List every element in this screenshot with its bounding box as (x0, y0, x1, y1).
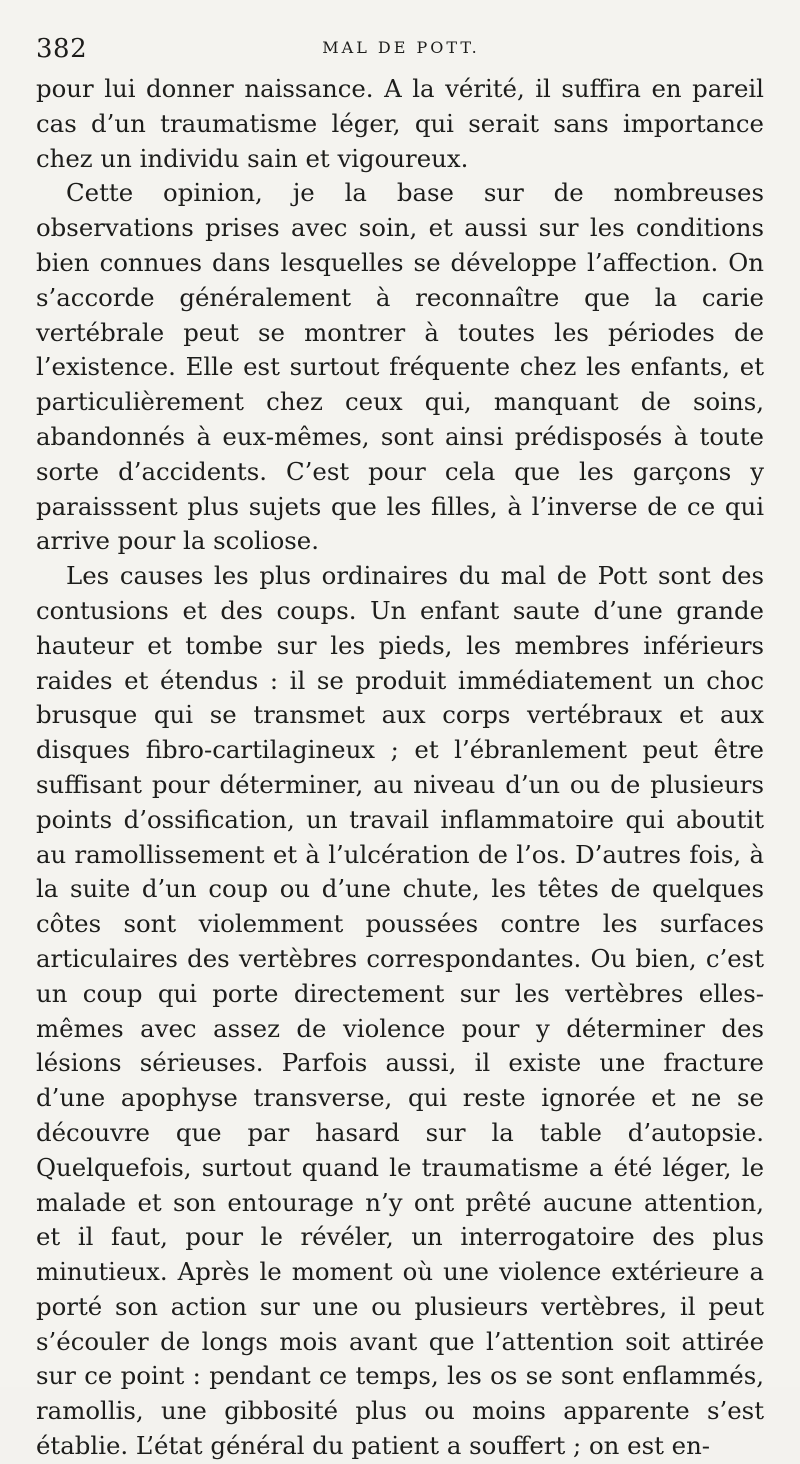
paragraph: Cette opinion, je la base sur de nombreuses observations prises avec soin, et aussi sur les conditions bien connues dans lesquelles se développe l’affection. On s’accorde généralement à reconnaître que la carie vertébrale peut se montrer à toutes les périodes de l’existence. Elle est surtout fréquente chez les enfants, et particulièrement chez ceux qui, manquant de soins, abandonnés à eux-mêmes, sont ainsi prédisposés à toute sorte d’accidents. C’est pour cela que les garçons y paraisssent plus sujets que les filles, à l’inverse de ce qui arrive pour la scoliose. (36, 178, 764, 556)
page-header (36, 30, 766, 70)
paragraph-continuation: pour lui donner naissance. A la vérité, il suffira en pareil cas d’un traumatisme léger, qui serait sans importance chez un individu sain et vigoureux. (36, 74, 764, 173)
page-number: 382 (36, 34, 88, 64)
body-text (36, 72, 764, 1464)
paragraph: Les causes les plus ordinaires du mal de Pott sont des contusions et des coups. Un enfant saute d’une grande hauteur et tombe sur les pieds, les membres inférieurs raides et étendus : il se produit immédiatement un choc brusque qui se transmet aux corps vertébraux et aux disques fibro-cartilagineux ; et l’ébranlement peut être suffisant pour déterminer, au niveau d’un ou de plusieurs points d’ossification, un travail inflammatoire qui aboutit au ramollissement et à l’ulcération de l’os. D’autres fois, à la suite d’un coup ou d’une chute, les têtes de quelques côtes sont violemment poussées contre les surfaces articulaires des vertèbres correspondantes. Ou bien, c’est un coup qui porte directement sur les vertèbres elles-mêmes avec assez de violence pour y déterminer des lésions sérieuses. Parfois aussi, il existe une fracture d’une apophyse transverse, qui reste ignorée et ne se découvre que par hasard sur la table d’autopsie. Quelquefois, surtout quand le traumatisme a été léger, le malade et son entourage n’y ont prêté aucune attention, et il faut, pour le révéler, un interrogatoire des plus minutieux. Après le moment où une violence extérieure a porté son action sur une ou plusieurs vertèbres, il peut s’écouler de longs mois avant que l’attention soit attirée sur ce point : pendant ce temps, les os se sont enflammés, ramollis, une gibbosité plus ou moins apparente s’est établie. L’état général du patient a souffert ; on est en- (36, 561, 764, 1461)
running-title: MAL DE POTT. (322, 38, 480, 57)
